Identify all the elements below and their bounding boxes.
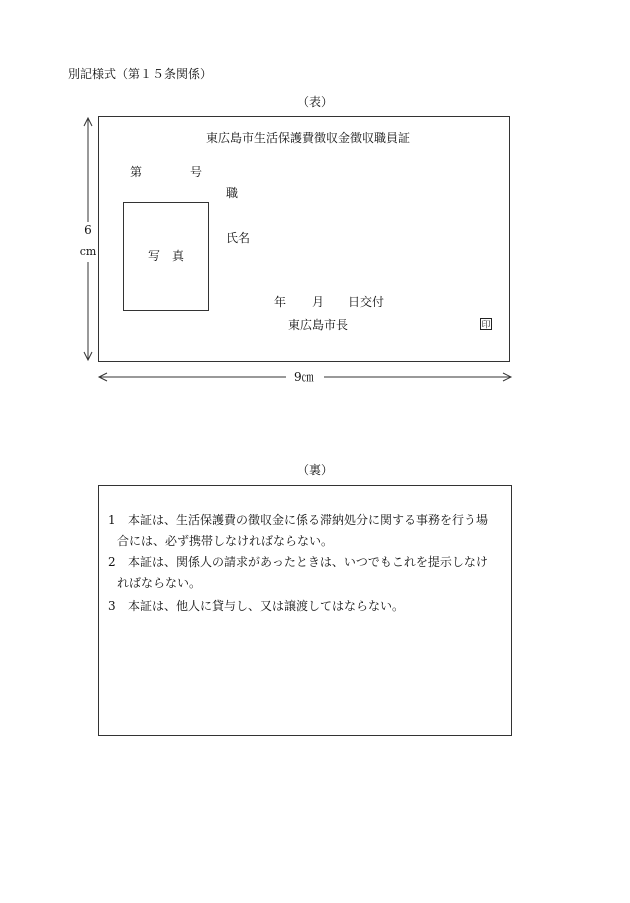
back-side-label: （裏） [296,463,333,477]
issuer-name: 東広島市長 [288,318,349,332]
front-side-label: （表） [296,95,333,109]
card-number-suffix: 号 [190,165,203,179]
card-title: 東広島市生活保護費徴収金徴収職員証 [206,131,411,145]
back-item-text-continued: 合には、必ず携帯しなければならない。 [117,534,334,548]
back-item-text-continued: ればならない。 [117,576,202,590]
height-dimension-unit: cm [79,245,97,258]
back-item-text: 本証は、他人に貸与し、又は譲渡してはならない。 [128,599,405,613]
back-item-text: 本証は、関係人の請求があったときは、いつでもこれを提示しなけ [128,555,488,569]
document-heading: 別記様式（第１５条関係） [68,67,213,81]
photo-label: 写 真 [147,249,184,263]
issue-day-label: 日交付 [348,295,385,309]
back-item-text: 本証は、生活保護費の徴収金に係る滞納処分に関する事務を行う場 [128,513,489,527]
back-item-number: 3 [108,599,116,613]
issue-month-label: 月 [312,295,325,309]
job-label: 職 [226,186,239,200]
card-number-prefix: 第 [130,165,143,179]
back-item-number: 1 [108,513,116,527]
height-dimension-value: 6 [84,223,92,237]
width-dimension-label: 9㎝ [288,371,320,383]
issue-year-label: 年 [274,295,287,309]
name-label: 氏名 [226,231,251,245]
back-item-number: 2 [108,555,116,569]
seal-text: 印 [481,320,491,330]
